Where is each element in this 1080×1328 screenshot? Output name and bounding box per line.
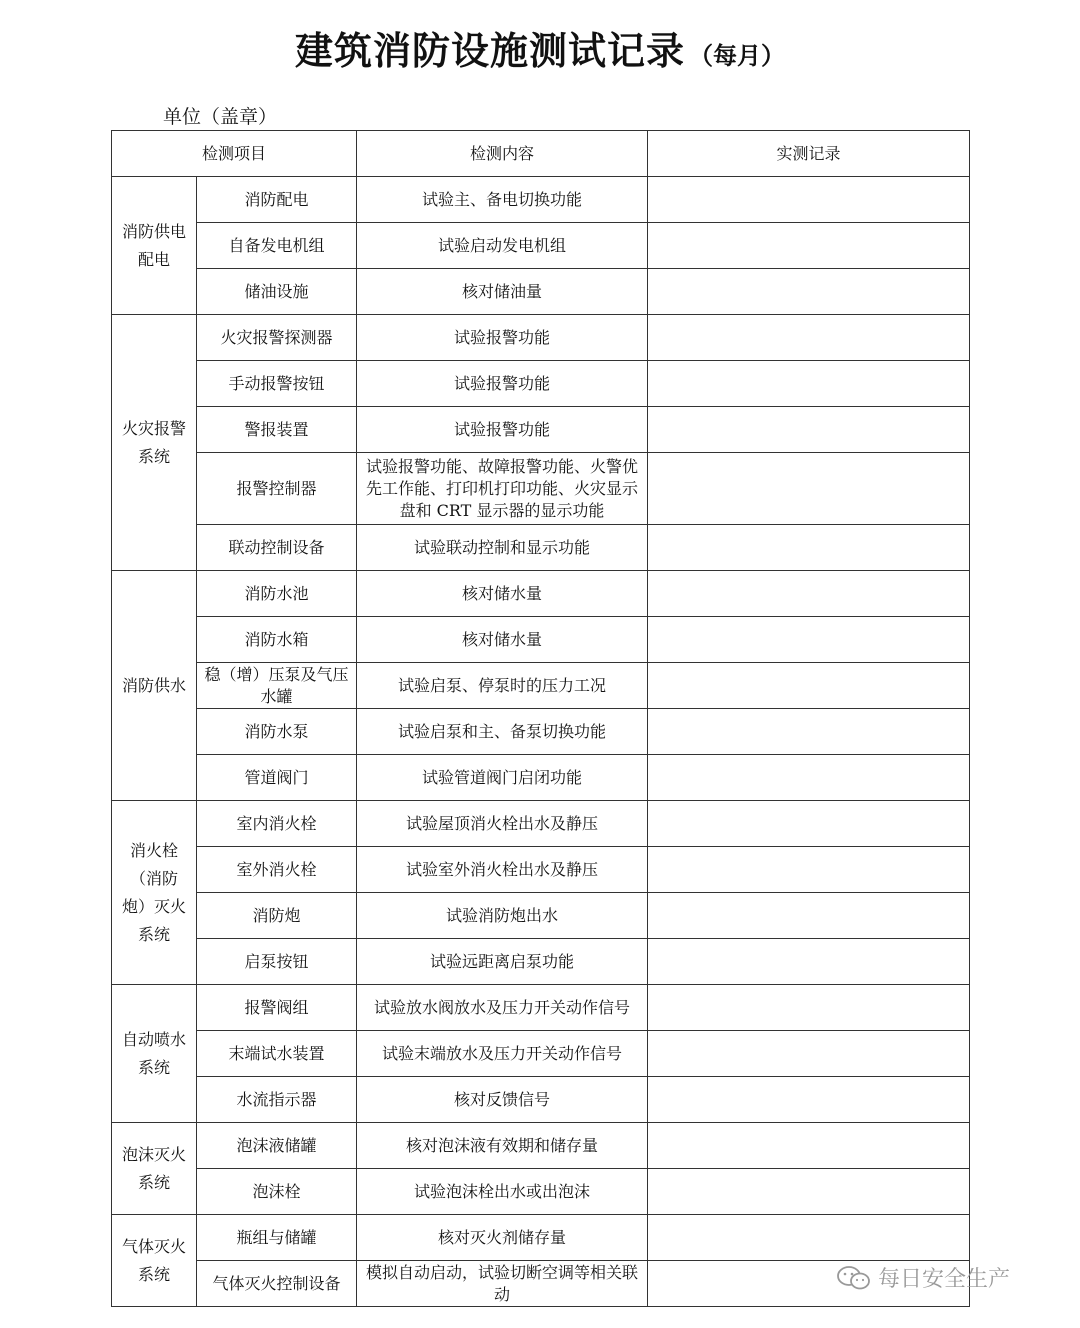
item-cell: 警报装置 <box>197 407 357 453</box>
table-row <box>112 361 970 407</box>
item-cell: 泡沫液储罐 <box>197 1123 357 1169</box>
record-cell[interactable] <box>648 1123 970 1169</box>
record-cell[interactable] <box>648 617 970 663</box>
table-row <box>112 847 970 893</box>
category-cell: 消火栓（消防炮）灭火系统 <box>112 801 197 985</box>
category-cell: 消防供水 <box>112 571 197 801</box>
item-cell: 手动报警按钮 <box>197 361 357 407</box>
content-cell: 试验报警功能 <box>357 407 648 453</box>
table-row <box>112 617 970 663</box>
record-cell[interactable] <box>648 801 970 847</box>
item-cell: 报警控制器 <box>197 453 357 525</box>
item-cell: 报警阀组 <box>197 985 357 1031</box>
item-cell: 稳（增）压泵及气压水罐 <box>197 663 357 709</box>
content-cell: 试验主、备电切换功能 <box>357 177 648 223</box>
record-cell[interactable] <box>648 525 970 571</box>
item-cell: 自备发电机组 <box>197 223 357 269</box>
table-row <box>112 525 970 571</box>
item-cell: 管道阀门 <box>197 755 357 801</box>
item-cell: 水流指示器 <box>197 1077 357 1123</box>
table-row <box>112 223 970 269</box>
content-cell: 试验启动发电机组 <box>357 223 648 269</box>
content-cell: 核对泡沫液有效期和储存量 <box>357 1123 648 1169</box>
content-cell: 试验屋顶消火栓出水及静压 <box>357 801 648 847</box>
category-cell: 气体灭火系统 <box>112 1215 197 1307</box>
record-cell[interactable] <box>648 847 970 893</box>
item-cell: 消防水泵 <box>197 709 357 755</box>
document-title-suffix: （每月） <box>689 41 785 70</box>
table-row <box>112 177 970 223</box>
item-cell: 消防水池 <box>197 571 357 617</box>
content-cell: 核对储水量 <box>357 617 648 663</box>
document-title: 建筑消防设施测试记录 <box>294 28 685 73</box>
content-cell: 试验放水阀放水及压力开关动作信号 <box>357 985 648 1031</box>
content-cell: 核对储水量 <box>357 571 648 617</box>
record-cell[interactable] <box>648 1215 970 1261</box>
record-cell[interactable] <box>648 663 970 709</box>
content-cell: 核对反馈信号 <box>357 1077 648 1123</box>
category-cell: 自动喷水系统 <box>112 985 197 1123</box>
table-row <box>112 1215 970 1261</box>
item-cell: 瓶组与储罐 <box>197 1215 357 1261</box>
header-item: 检测项目 <box>112 131 357 177</box>
wechat-icon <box>836 1265 872 1291</box>
document-title-block <box>0 20 1080 75</box>
record-cell[interactable] <box>648 407 970 453</box>
category-cell: 泡沫灭火系统 <box>112 1123 197 1215</box>
record-cell[interactable] <box>648 361 970 407</box>
table-row <box>112 571 970 617</box>
header-row <box>112 131 970 177</box>
record-cell[interactable] <box>648 177 970 223</box>
record-table-body <box>112 131 970 1307</box>
content-cell: 试验报警功能、故障报警功能、火警优先工作能、打印机打印功能、火灾显示盘和 CRT 显示器的显示功能 <box>357 453 648 525</box>
item-cell: 气体灭火控制设备 <box>197 1261 357 1307</box>
table-row <box>112 801 970 847</box>
item-cell: 储油设施 <box>197 269 357 315</box>
item-cell: 室内消火栓 <box>197 801 357 847</box>
content-cell: 试验管道阀门启闭功能 <box>357 755 648 801</box>
item-cell: 联动控制设备 <box>197 525 357 571</box>
unit-seal-label: 单位（盖章） <box>163 106 278 128</box>
inspection-record-table <box>111 130 970 1307</box>
content-cell: 试验消防炮出水 <box>357 893 648 939</box>
item-cell: 泡沫栓 <box>197 1169 357 1215</box>
category-cell: 火灾报警系统 <box>112 315 197 571</box>
table-row <box>112 755 970 801</box>
record-cell[interactable] <box>648 1077 970 1123</box>
record-cell[interactable] <box>648 269 970 315</box>
table-row <box>112 663 970 709</box>
header-content: 检测内容 <box>357 131 648 177</box>
content-cell: 试验室外消火栓出水及静压 <box>357 847 648 893</box>
content-cell: 试验远距离启泵功能 <box>357 939 648 985</box>
record-cell[interactable] <box>648 709 970 755</box>
table-row <box>112 1031 970 1077</box>
content-cell: 试验报警功能 <box>357 315 648 361</box>
table-row <box>112 1169 970 1215</box>
table-row <box>112 939 970 985</box>
table-row <box>112 1077 970 1123</box>
record-cell[interactable] <box>648 939 970 985</box>
record-cell[interactable] <box>648 755 970 801</box>
item-cell: 消防炮 <box>197 893 357 939</box>
record-cell[interactable] <box>648 985 970 1031</box>
content-cell: 模拟自动启动，试验切断空调等相关联动 <box>357 1261 648 1307</box>
record-cell[interactable] <box>648 1169 970 1215</box>
content-cell: 试验末端放水及压力开关动作信号 <box>357 1031 648 1077</box>
content-cell: 核对灭火剂储存量 <box>357 1215 648 1261</box>
record-cell[interactable] <box>648 571 970 617</box>
header-record: 实测记录 <box>648 131 970 177</box>
item-cell: 消防配电 <box>197 177 357 223</box>
watermark <box>836 1262 1010 1293</box>
content-cell: 试验启泵、停泵时的压力工况 <box>357 663 648 709</box>
record-cell[interactable] <box>648 453 970 525</box>
content-cell: 试验启泵和主、备泵切换功能 <box>357 709 648 755</box>
record-cell[interactable] <box>648 315 970 361</box>
record-cell[interactable] <box>648 1031 970 1077</box>
item-cell: 室外消火栓 <box>197 847 357 893</box>
item-cell: 末端试水装置 <box>197 1031 357 1077</box>
item-cell: 火灾报警探测器 <box>197 315 357 361</box>
item-cell: 启泵按钮 <box>197 939 357 985</box>
table-row <box>112 1123 970 1169</box>
content-cell: 试验联动控制和显示功能 <box>357 525 648 571</box>
table-row <box>112 315 970 361</box>
table-row <box>112 269 970 315</box>
table-row <box>112 985 970 1031</box>
table-row <box>112 709 970 755</box>
content-cell: 核对储油量 <box>357 269 648 315</box>
record-cell[interactable] <box>648 893 970 939</box>
category-cell: 消防供电 配电 <box>112 177 197 315</box>
watermark-text: 每日安全生产 <box>878 1267 1011 1292</box>
table-row <box>112 407 970 453</box>
content-cell: 试验泡沫栓出水或出泡沫 <box>357 1169 648 1215</box>
content-cell: 试验报警功能 <box>357 361 648 407</box>
table-row <box>112 893 970 939</box>
table-row <box>112 453 970 525</box>
item-cell: 消防水箱 <box>197 617 357 663</box>
record-cell[interactable] <box>648 223 970 269</box>
